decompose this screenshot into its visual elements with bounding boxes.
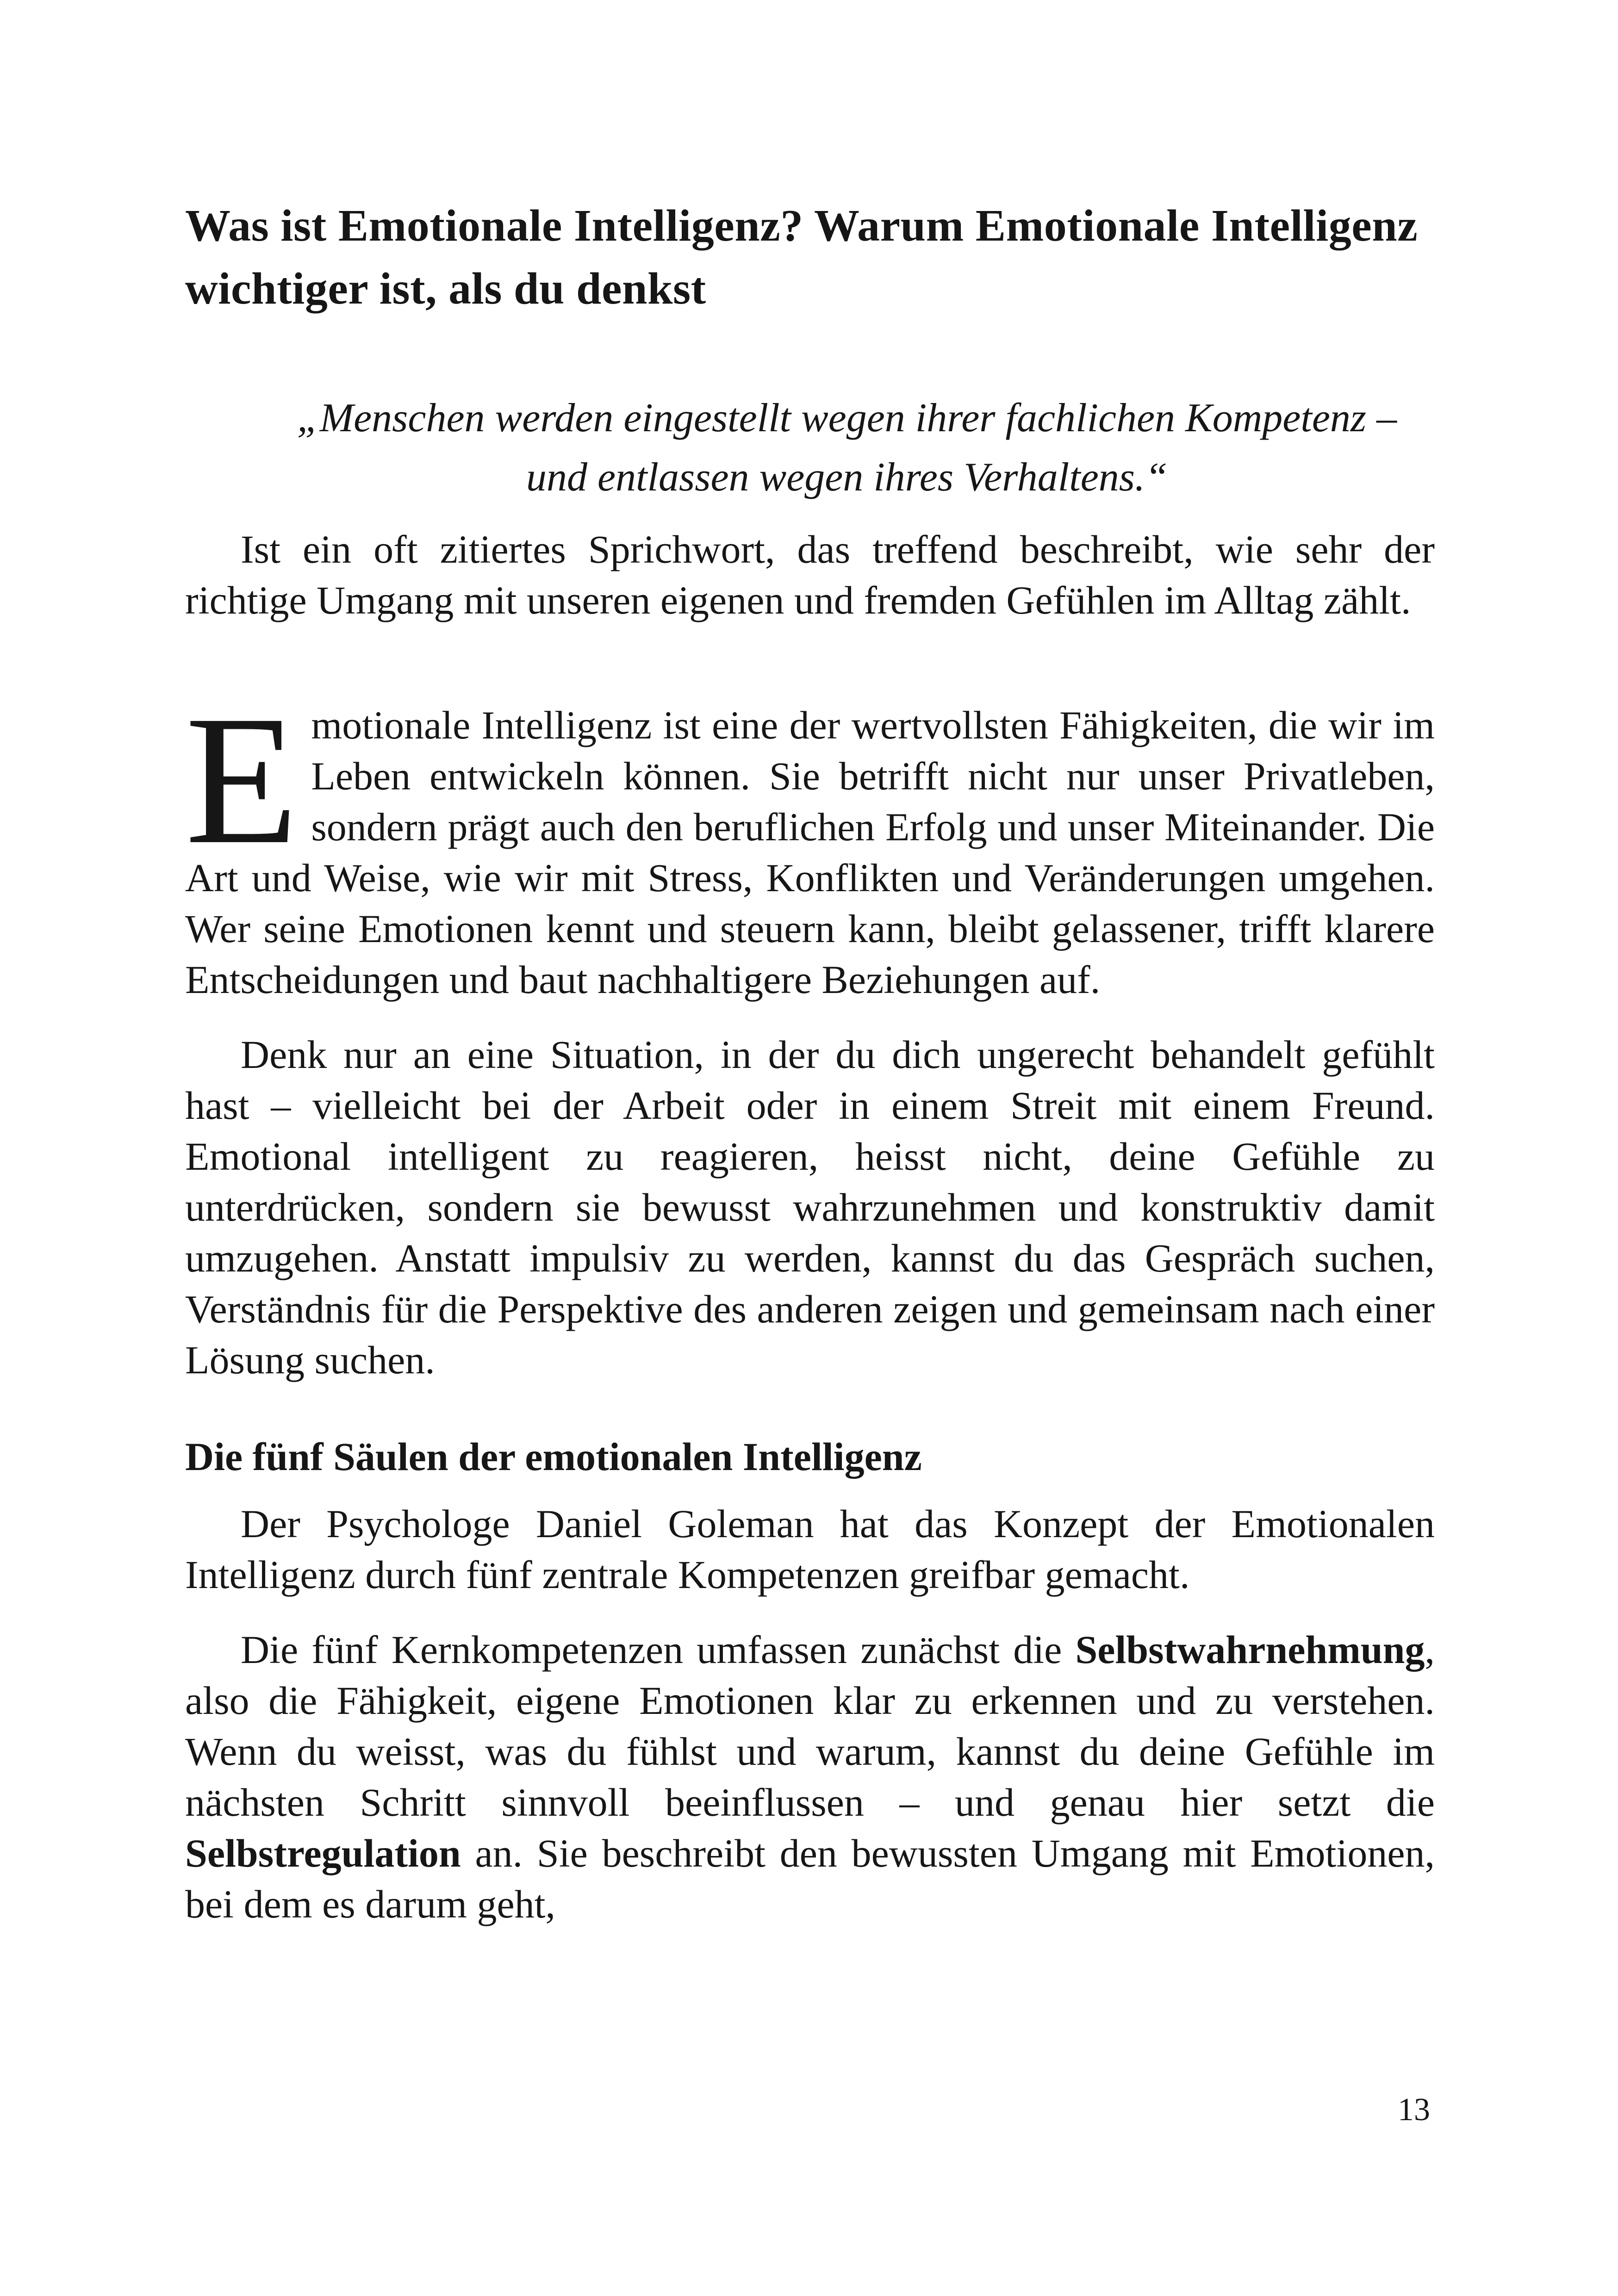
epigraph-line-2: und entlassen wegen ihres Verhaltens.“ [526, 455, 1168, 500]
chapter-title: Was ist Emotionale Intelligenz? Warum Emotionale Intelligenz wichtiger ist, als du denkst [185, 201, 1418, 314]
body-paragraph-1-text: motionale Intelligenz ist eine der wertvollsten Fähigkeiten, die wir im Leben entwickeln können. Sie betrifft nicht nur unser Privatleben, sondern prägt auch den beruflichen Erfolg und unser Miteinander. Die Art und Weise, wie wir mit Stress, Konflikten und Veränderungen umgehen. Wer seine Emotionen kennt und steuern kann, bleibt gelassener, trifft klarere Entscheidungen und baut nachhaltigere Beziehungen auf. [185, 703, 1435, 1002]
section-title: Die fünf Säulen der emotionalen Intelligenz [185, 1434, 922, 1479]
section-paragraph-2-part-3: an. Sie beschreibt den bewussten Umgang mit Emotionen, bei dem es darum geht, [185, 1831, 1435, 1926]
term-selbstregulation: Selbstregulation [185, 1831, 461, 1875]
body-paragraph-1 [185, 677, 1435, 1005]
drop-cap-letter: E [185, 677, 299, 882]
page-number: 13 [1398, 2092, 1430, 2128]
book-page [185, 194, 1435, 1930]
term-selbstwahrnehmung: Selbstwahrnehmung [1075, 1627, 1425, 1672]
intro-paragraph: Ist ein oft zitiertes Sprichwort, das treffend beschreibt, wie sehr der richtige Umgang mit unseren eigenen und fremden Gefühlen im Alltag zählt. [185, 527, 1435, 622]
section-paragraph-2 [185, 1624, 1435, 1930]
body-paragraph-2: Denk nur an eine Situation, in der du dich ungerecht behandelt gefühlt hast – vielleicht bei der Arbeit oder in einem Streit mit einem Freund. Emotional intelligent zu reagieren, heisst nicht, deine Gefühle zu unterdrücken, sondern sie bewusst wahrzunehmen und konstruktiv damit umzugehen. Anstatt impulsiv zu werden, kannst du das Gespräch suchen, Verständnis für die Perspektive des anderen zeigen und gemeinsam nach einer Lösung suchen. [185, 1032, 1435, 1382]
epigraph-line-1: „Menschen werden eingestellt wegen ihrer fachlichen Kompetenz – [297, 396, 1397, 441]
section-paragraph-2-part-1: Die fünf Kernkompetenzen umfassen zunächst die [241, 1627, 1076, 1672]
section-paragraph-2-part-2: , also die Fähigkeit, eigene Emotionen klar zu erkennen und zu verstehen. Wenn du weisst, was du fühlst und warum, kannst du deine Gefühle im nächsten Schritt sinnvoll beeinflussen – und genau hier setzt die [185, 1627, 1435, 1824]
section-paragraph-1: Der Psychologe Daniel Goleman hat das Konzept der Emotionalen Intelligenz durch fünf zentrale Kompetenzen greifbar gemacht. [185, 1502, 1435, 1597]
epigraph-quote [259, 389, 1435, 507]
